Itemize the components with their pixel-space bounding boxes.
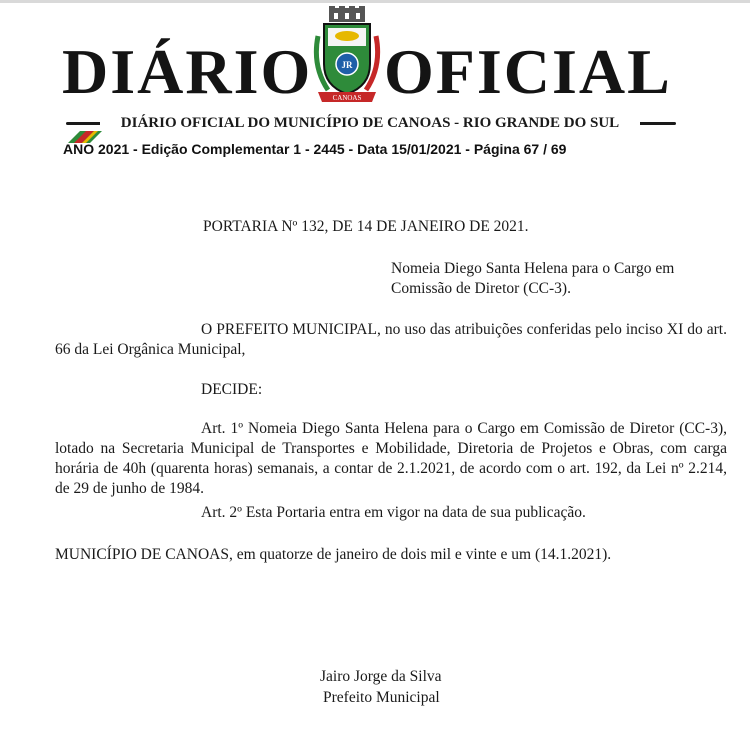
masthead — [0, 0, 750, 170]
closing-line: MUNICÍPIO DE CANOAS, em quatorze de janeiro de dois mil e vinte e um (14.1.2021). — [55, 546, 612, 563]
svg-text:JR: JR — [341, 60, 353, 70]
article-1: Art. 1º Nomeia Diego Santa Helena para o Cargo em Comissão de Diretor (CC-3), lotado na Secretaria Municipal de Transportes e Mobilidade, Diretoria de Projetos e Obras, com carga horária de 40h (quarenta horas) semanais, a contar de 2.1.2021, de acordo com o art. 192, da Lei nº 2.214, de 29 de junho de 1984. — [55, 420, 727, 497]
canoas-crest-icon — [312, 6, 382, 106]
masthead-subtitle: DIÁRIO OFICIAL DO MUNICÍPIO DE CANOAS - RIO GRANDE DO SUL — [100, 113, 640, 133]
summary-line-1: Nomeia Diego Santa Helena para o Cargo em — [391, 260, 675, 277]
preamble-paragraph: O PREFEITO MUNICIPAL, no uso das atribuições conferidas pelo inciso XI do art. 66 da Lei Orgânica Municipal, — [55, 321, 727, 358]
edition-line: ANO 2021 - Edição Complementar 1 - 2445 - Data 15/01/2021 - Página 67 / 69 — [63, 141, 567, 157]
signer-title: Prefeito Municipal — [323, 689, 440, 706]
portaria-title: PORTARIA Nº 132, DE 14 DE JANEIRO DE 2021. — [203, 218, 529, 235]
masthead-word-oficial: OFICIAL — [384, 36, 672, 107]
crest-ribbon-label: CANOAS — [332, 94, 362, 102]
masthead-subtitle-band — [66, 112, 676, 134]
masthead-word-diario: DIÁRIO — [62, 36, 313, 107]
decide-heading: DECIDE: — [201, 381, 263, 398]
summary-line-2: Comissão de Diretor (CC-3). — [391, 280, 571, 297]
signer-name: Jairo Jorge da Silva — [320, 668, 442, 685]
article-2: Art. 2º Esta Portaria entra em vigor na data de sua publicação. — [201, 504, 586, 521]
